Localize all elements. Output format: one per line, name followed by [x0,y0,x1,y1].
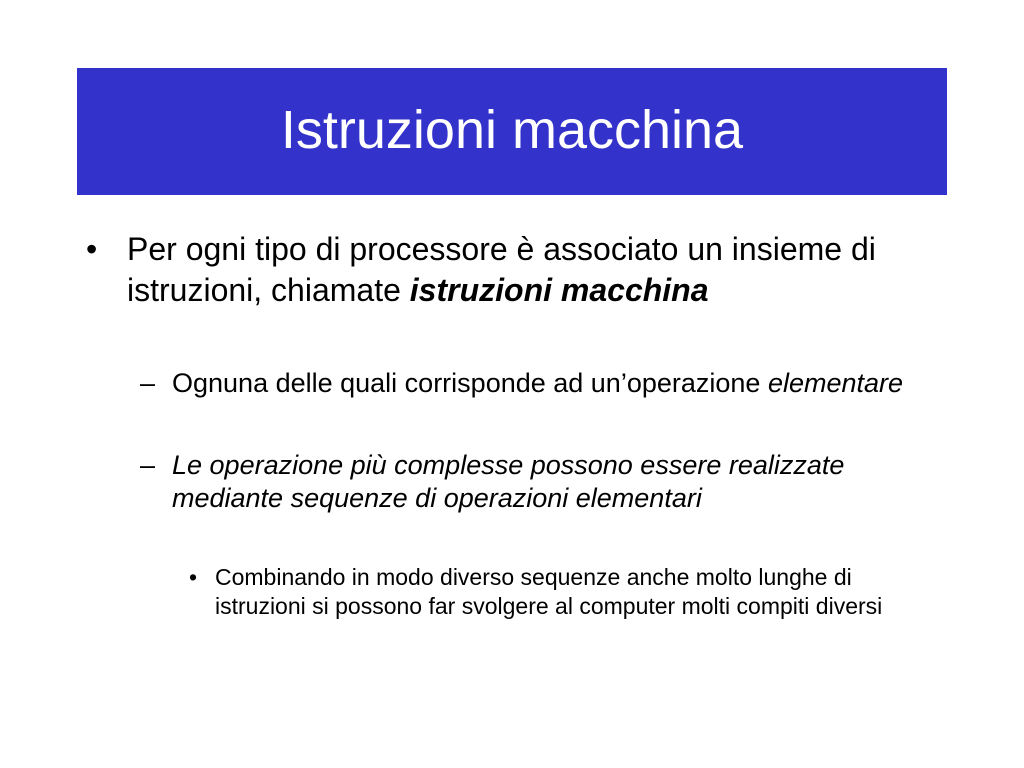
bullet-marker: • [189,564,198,590]
bullet-text [127,229,886,311]
bullet-text-plain: Per ogni tipo di processore è associato un insieme di istruzioni, chiamate [127,231,876,308]
bullet-level1-item [86,229,886,311]
bullet-text-plain: Ognuna delle quali corrisponde ad un’operazione [172,368,768,398]
bullet-text-italic: elementare [767,368,904,398]
bullet-text [172,367,920,400]
slide-title: Istruzioni macchina [280,99,744,160]
bullet-level3-item [189,563,929,621]
dash-marker: – [140,450,156,480]
dash-marker: – [140,368,156,398]
bullet-level2-item [140,367,920,400]
bullet-text: Combinando in modo diverso sequenze anche molto lunghe di istruzioni si possono far svolgere al computer molti compiti diversi [215,564,883,619]
bullet-marker: • [86,231,98,267]
bullet-level2-item [140,449,920,515]
bullet-text-italic: Le operazione più complesse possono essere realizzate mediante sequenze di operazioni elementari [172,450,845,513]
bullet-text-emphasis: istruzioni macchina [409,272,709,308]
